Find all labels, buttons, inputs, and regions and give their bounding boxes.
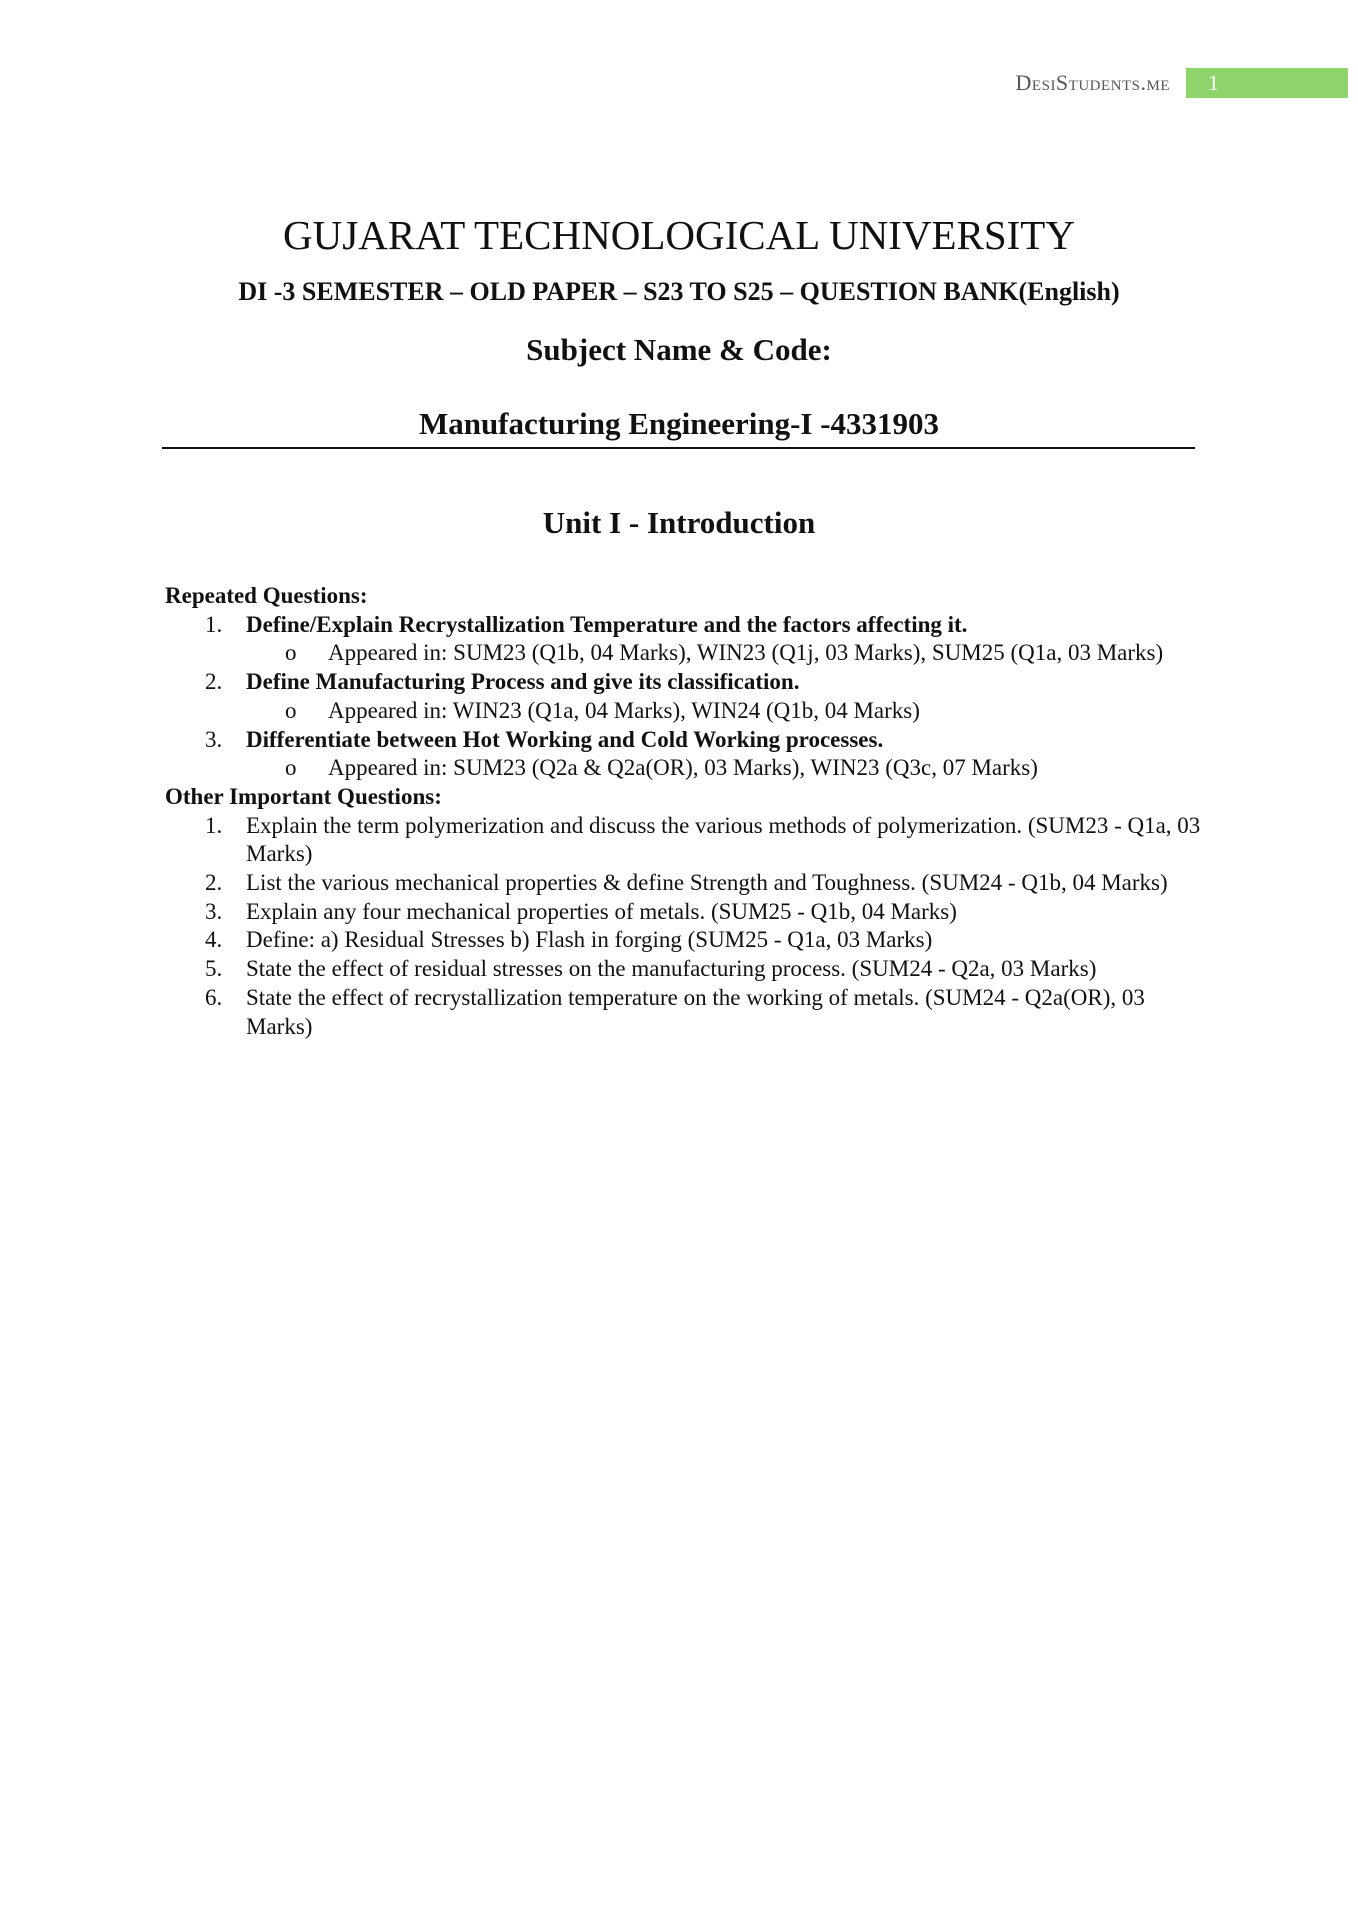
bullet-icon: o <box>285 697 297 723</box>
list-item <box>165 869 1205 898</box>
repeated-heading: Repeated Questions: <box>165 583 368 608</box>
list-item <box>165 726 1205 783</box>
appeared-text: Appeared in: WIN23 (Q1a, 04 Marks), WIN24 (Q1b, 04 Marks) <box>328 697 920 723</box>
appeared-text: Appeared in: SUM23 (Q1b, 04 Marks), WIN23 (Q1j, 03 Marks), SUM25 (Q1a, 03 Marks) <box>328 640 1164 666</box>
subject-label: Subject Name & Code: <box>526 332 832 367</box>
question-text: State the effect of recrystallization temperature on the working of metals. (SUM24 - Q2a(OR), 03 Marks) <box>246 984 1145 1039</box>
site-name: DesiStudents.me <box>1015 70 1170 95</box>
list-item <box>165 668 1205 725</box>
other-heading: Other Important Questions: <box>165 783 442 809</box>
question-number: 5. <box>205 956 223 982</box>
page-header <box>0 68 1358 98</box>
appeared-text: Appeared in: SUM23 (Q2a & Q2a(OR), 03 Marks), WIN23 (Q3c, 07 Marks) <box>328 755 1038 781</box>
question-text: Explain the term polymerization and discuss the various methods of polymerization. (SUM23 - Q1a, 03 Marks) <box>246 812 1201 867</box>
subject-code: Manufacturing Engineering-I -4331903 <box>418 406 940 441</box>
list-item <box>246 697 1205 726</box>
list-item <box>165 955 1205 984</box>
question-number: 3. <box>205 898 223 924</box>
question-text: Define Manufacturing Process and give its classification. <box>246 669 800 695</box>
appeared-list <box>246 639 1205 668</box>
question-number: 1. <box>205 812 223 838</box>
question-number: 3. <box>205 726 223 752</box>
other-question-list <box>165 812 1205 1042</box>
question-text: Differentiate between Hot Working and Cold Working processes. <box>246 726 884 752</box>
list-item <box>246 754 1205 783</box>
page-number: 1 <box>1208 70 1219 95</box>
repeated-question-list <box>165 611 1205 783</box>
list-item <box>165 898 1205 927</box>
appeared-list <box>246 754 1205 783</box>
page-number-badge <box>1186 68 1348 98</box>
question-number: 4. <box>205 927 223 953</box>
list-item <box>165 984 1205 1041</box>
semester-line: DI -3 SEMESTER – OLD PAPER – S23 TO S25 – QUESTION BANK(English) <box>238 277 1120 306</box>
question-text: State the effect of residual stresses on the manufacturing process. (SUM24 - Q2a, 03 Marks) <box>246 956 1097 982</box>
question-number: 6. <box>205 984 223 1010</box>
list-item <box>165 611 1205 668</box>
question-number: 1. <box>205 611 223 637</box>
list-item <box>165 926 1205 955</box>
list-item <box>246 639 1205 668</box>
university-title: GUJARAT TECHNOLOGICAL UNIVERSITY <box>283 212 1075 258</box>
appeared-list <box>246 697 1205 726</box>
question-content <box>165 582 1205 1041</box>
title-block <box>0 210 1358 308</box>
bullet-icon: o <box>285 640 297 666</box>
question-number: 2. <box>205 870 223 896</box>
question-text: Define/Explain Recrystallization Temperature and the factors affecting it. <box>246 611 968 637</box>
question-text: List the various mechanical properties & define Strength and Toughness. (SUM24 - Q1b, 04 Marks) <box>246 870 1168 896</box>
list-item <box>165 812 1205 869</box>
bullet-icon: o <box>285 755 297 781</box>
unit-title: Unit I - Introduction <box>542 505 816 540</box>
question-text: Explain any four mechanical properties of metals. (SUM25 - Q1b, 04 Marks) <box>246 898 957 924</box>
subject-divider <box>162 447 1195 449</box>
question-number: 2. <box>205 669 223 695</box>
question-text: Define: a) Residual Stresses b) Flash in forging (SUM25 - Q1a, 03 Marks) <box>246 927 933 953</box>
